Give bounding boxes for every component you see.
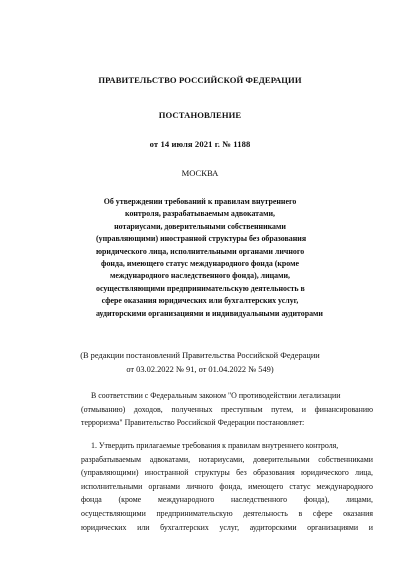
city: МОСКВА <box>181 168 219 178</box>
revision-line: (В редакции постановлений Правительства Российской Федерации <box>80 351 320 360</box>
government-header: ПРАВИТЕЛЬСТВО РОССИЙСКОЙ ФЕДЕРАЦИИ <box>98 75 302 85</box>
paragraph-line: осуществляющими предпринимательскую деятельность в сфере оказания <box>81 508 373 518</box>
document-type: ПОСТАНОВЛЕНИЕ <box>158 110 242 120</box>
title-line: Об утверждении требований к правилам внутреннего <box>103 197 297 206</box>
title-line: юридического лица, исполнительными органами личного <box>96 246 305 256</box>
revision-line: от 03.02.2022 № 91, от 01.04.2022 № 549) <box>126 364 274 374</box>
document-title <box>96 196 323 320</box>
paragraph-line: 1. Утвердить прилагаемые требования к правилам внутреннего контроля, <box>91 441 339 450</box>
date-and-number: от 14 июля 2021 г. № 1188 <box>149 139 251 149</box>
paragraph-line: (управляющими) иностранной структуры без образования юридического лица, <box>81 468 373 478</box>
title-line: фонда, имеющего статус международного фонда (кроме <box>101 259 299 269</box>
title-line: контроля, разрабатываемым адвокатами, <box>125 209 275 219</box>
paragraph-line: фонда (кроме международного наследственного фонда), лицами, <box>81 495 373 505</box>
title-line: (управляющими) иностранной структуры без образования <box>96 234 307 244</box>
paragraph-line: разрабатываемым адвокатами, нотариусами, доверительными собственниками <box>81 454 373 464</box>
paragraph-line: терроризма" Правительство Российской Федерации постановляет: <box>81 418 305 428</box>
paragraph-line: В соответствии с Федеральным законом "О противодействии легализации <box>91 391 341 400</box>
title-line: осуществляющими предпринимательскую деятельность в <box>96 283 305 293</box>
paragraph-line: исполнительными органами личного фонда, имеющего статус международного <box>81 481 373 491</box>
title-line: международного наследственного фонда), лицами, <box>109 271 291 281</box>
title-line: нотариусами, доверительными собственниками <box>114 221 286 231</box>
paragraph-line: юридических или бухгалтерских услуг, аудиторскими организациями и <box>81 522 373 532</box>
item-1-paragraph <box>81 439 373 534</box>
preamble-paragraph <box>81 389 373 430</box>
revision-note <box>70 349 330 376</box>
paragraph-line: (отмыванию) доходов, полученных преступным путем, и финансированию <box>81 404 373 414</box>
title-line: сфере оказания юридических или бухгалтерских услуг, <box>101 296 299 306</box>
title-line: аудиторскими организациями и индивидуальными аудиторами <box>96 308 323 318</box>
